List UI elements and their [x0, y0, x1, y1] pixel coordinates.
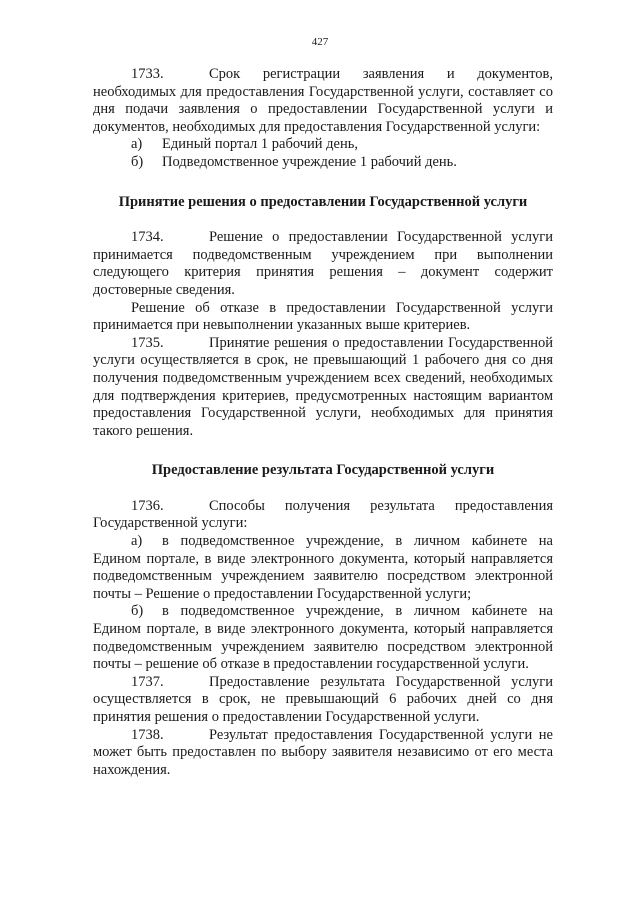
list-marker: а)	[131, 533, 143, 550]
list-marker: б)	[131, 603, 144, 620]
paragraph-number: 1737.	[131, 673, 164, 690]
paragraph-number: 1736.	[131, 497, 164, 514]
list-item	[93, 603, 553, 673]
list-item-text: Единый портал 1 рабочий день,	[162, 136, 358, 153]
document-body	[93, 66, 553, 779]
paragraph-1733	[93, 66, 553, 136]
paragraph-number: 1735.	[131, 334, 164, 351]
list-marker: а)	[131, 136, 143, 153]
list-item	[93, 154, 553, 172]
paragraph-number: 1733.	[131, 66, 164, 82]
list-marker: б)	[131, 153, 144, 170]
paragraph-refusal: Решение об отказе в предоставлении Государственной услуги принимается при невыполнении указанных выше критериев.	[93, 299, 553, 334]
paragraph-text: Предоставление результата Государственной услуги осуществляется в срок, не превышающий 6 рабочих дней со дня принятия решения о предоставлении Государственной услуги.	[93, 673, 553, 725]
paragraph-number: 1734.	[131, 229, 164, 246]
list-item	[93, 533, 553, 603]
list-item-text: Подведомственное учреждение 1 рабочий день.	[162, 153, 457, 170]
paragraph-text: Принятие решения о предоставлении Государственной услуги осуществляется в срок, не превышающий 1 рабочего дня со дня получения подведомственным учреждением всех сведений, необходимых для подтверждения критериев, предусмотренных настоящим вариантом предоставления Государственной услуги, необходимых для принятия такого решения.	[93, 334, 553, 439]
paragraph-text: Срок регистрации заявления и документов, необходимых для предоставления Государственной услуги, составляет со дня подачи заявления о предоставлении Государственной услуги и документов, необходимых для предоставления Государственной услуги:	[93, 66, 553, 135]
paragraph-number: 1738.	[131, 726, 164, 743]
section-heading-result: Предоставление результата Государственной услуги	[151, 462, 495, 479]
paragraph-1737	[93, 674, 553, 727]
paragraph-1736	[93, 498, 553, 533]
paragraph-1734	[93, 229, 553, 299]
paragraph-1735	[93, 335, 553, 441]
paragraph-text: Способы получения результата предоставления Государственной услуги:	[93, 497, 553, 532]
list-item-text: в подведомственное учреждение, в личном кабинете на Едином портале, в виде электронного документа, который направляется подведомственным учреждением заявителю посредством электронной почты – Решение о предоставлении Государственной услуги;	[93, 533, 553, 602]
paragraph-text: Решение о предоставлении Государственной услуги принимается подведомственным учреждением при выполнении следующего критерия принятия решения – документ содержит достоверные сведения.	[93, 229, 553, 298]
list-item-text: в подведомственное учреждение, в личном кабинете на Едином портале, в виде электронного документа, который направляется подведомственным учреждением заявителю посредством электронной почты – решение об отказе в предоставлении государственной услуги.	[93, 603, 553, 673]
paragraph-1738	[93, 727, 553, 780]
page-number: 427	[311, 36, 329, 48]
list-item	[93, 136, 553, 154]
section-heading-decision: Принятие решения о предоставлении Государственной услуги	[118, 193, 528, 210]
paragraph-text: Результат предоставления Государственной услуги не может быть предоставлен по выбору заявителя независимо от его места нахождения.	[93, 726, 553, 778]
